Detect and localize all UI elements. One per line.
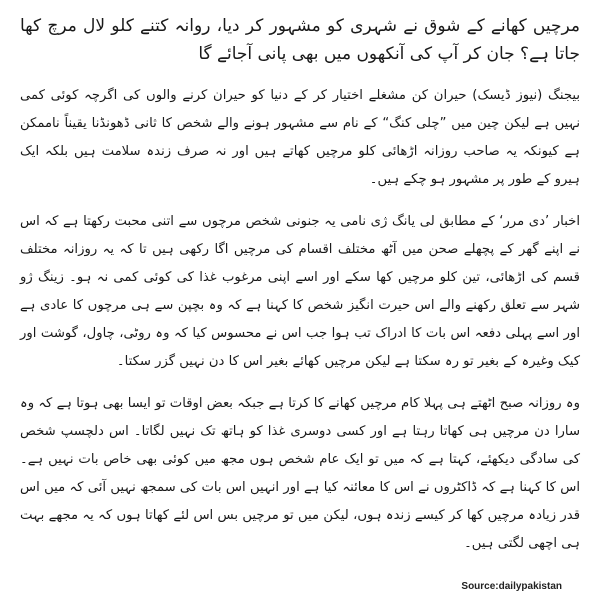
article-paragraph-3: وہ روزانہ صبح اٹھتے ہی پہلا کام مرچیں کھانے کا کرتا ہے جبکہ بعض اوقات تو ایسا بھی ہوتا ہے کہ وہ سارا دن مرچیں ہی کھاتا رہتا ہے اور کسی دوسری غذا کو ہاتھ تک نہیں لگاتا۔ اس دلچسپ شخص کی سادگی دیکھئے، کہتا ہے کہ میں تو ایک عام شخص ہوں مجھ میں کوئی بھی خاص بات نہیں ہے۔ اس کا کہنا ہے کہ ڈاکٹروں نے اس کا معائنہ کیا ہے اور انہیں اس بات کی سمجھ نہیں آئی کہ میں اس قدر زیادہ مرچیں کھا کر کیسے زندہ ہوں، لیکن میں تو مرچیں بس اس لئے کھاتا ہوں کہ یہ مجھے بہت ہی اچھی لگتی ہیں۔ xyxy=(20,396,580,551)
source-credit: Source:dailypakistan xyxy=(461,581,562,592)
article-paragraph-1: بیجنگ (نیوز ڈیسک) حیران کن مشغلے اختیار کر کے دنیا کو حیران کرنے والوں کی اگرچہ کوئی کمی نہیں ہے لیکن چین میں ”چلی کنگ“ کے نام سے مشہور ہونے والے شخص کا ثانی ڈھونڈنا یقیناً ناممکن ہے کیونکہ یہ صاحب روزانہ اڑھائی کلو مرچیں کھاتے ہیں اور نہ صرف زندہ سلامت ہیں بلکہ ایک ہیرو کے طور پر مشہور ہو چکے ہیں۔ xyxy=(20,88,580,187)
article-paragraph-2: اخبار ’دی مرر‘ کے مطابق لی یانگ ژی نامی یہ جنونی شخص مرچوں سے اتنی محبت رکھتا ہے کہ اس نے اپنے گھر کے پچھلے صحن میں آٹھ مختلف اقسام کی مرچیں اگا رکھی ہیں تا کہ یہ روزانہ مختلف قسم کی اڑھائی، تین کلو مرچیں کھا سکے اور اسے اپنی مرغوب غذا کی کوئی کمی نہ ہو۔ زینگ ژو شہر سے تعلق رکھنے والے اس حیرت انگیز شخص کا کہنا ہے کہ وہ بچپن سے ہی مرچوں کا عادی ہے اور اسے پہلی دفعہ اس بات کا ادراک تب ہوا جب اس نے محسوس کیا کہ وہ روٹی، چاول، گوشت اور کیک وغیرہ کے بغیر تو رہ سکتا ہے لیکن مرچیں کھائے بغیر اس کا دن نہیں گزر سکتا۔ xyxy=(20,214,580,369)
article-headline: مرچیں کھانے کے شوق نے شہری کو مشہور کر دیا، روانہ کتنے کلو لال مرچ کھا جاتا ہے؟ جان کر آپ کی آنکھوں میں بھی پانی آجائے گا xyxy=(20,16,580,64)
